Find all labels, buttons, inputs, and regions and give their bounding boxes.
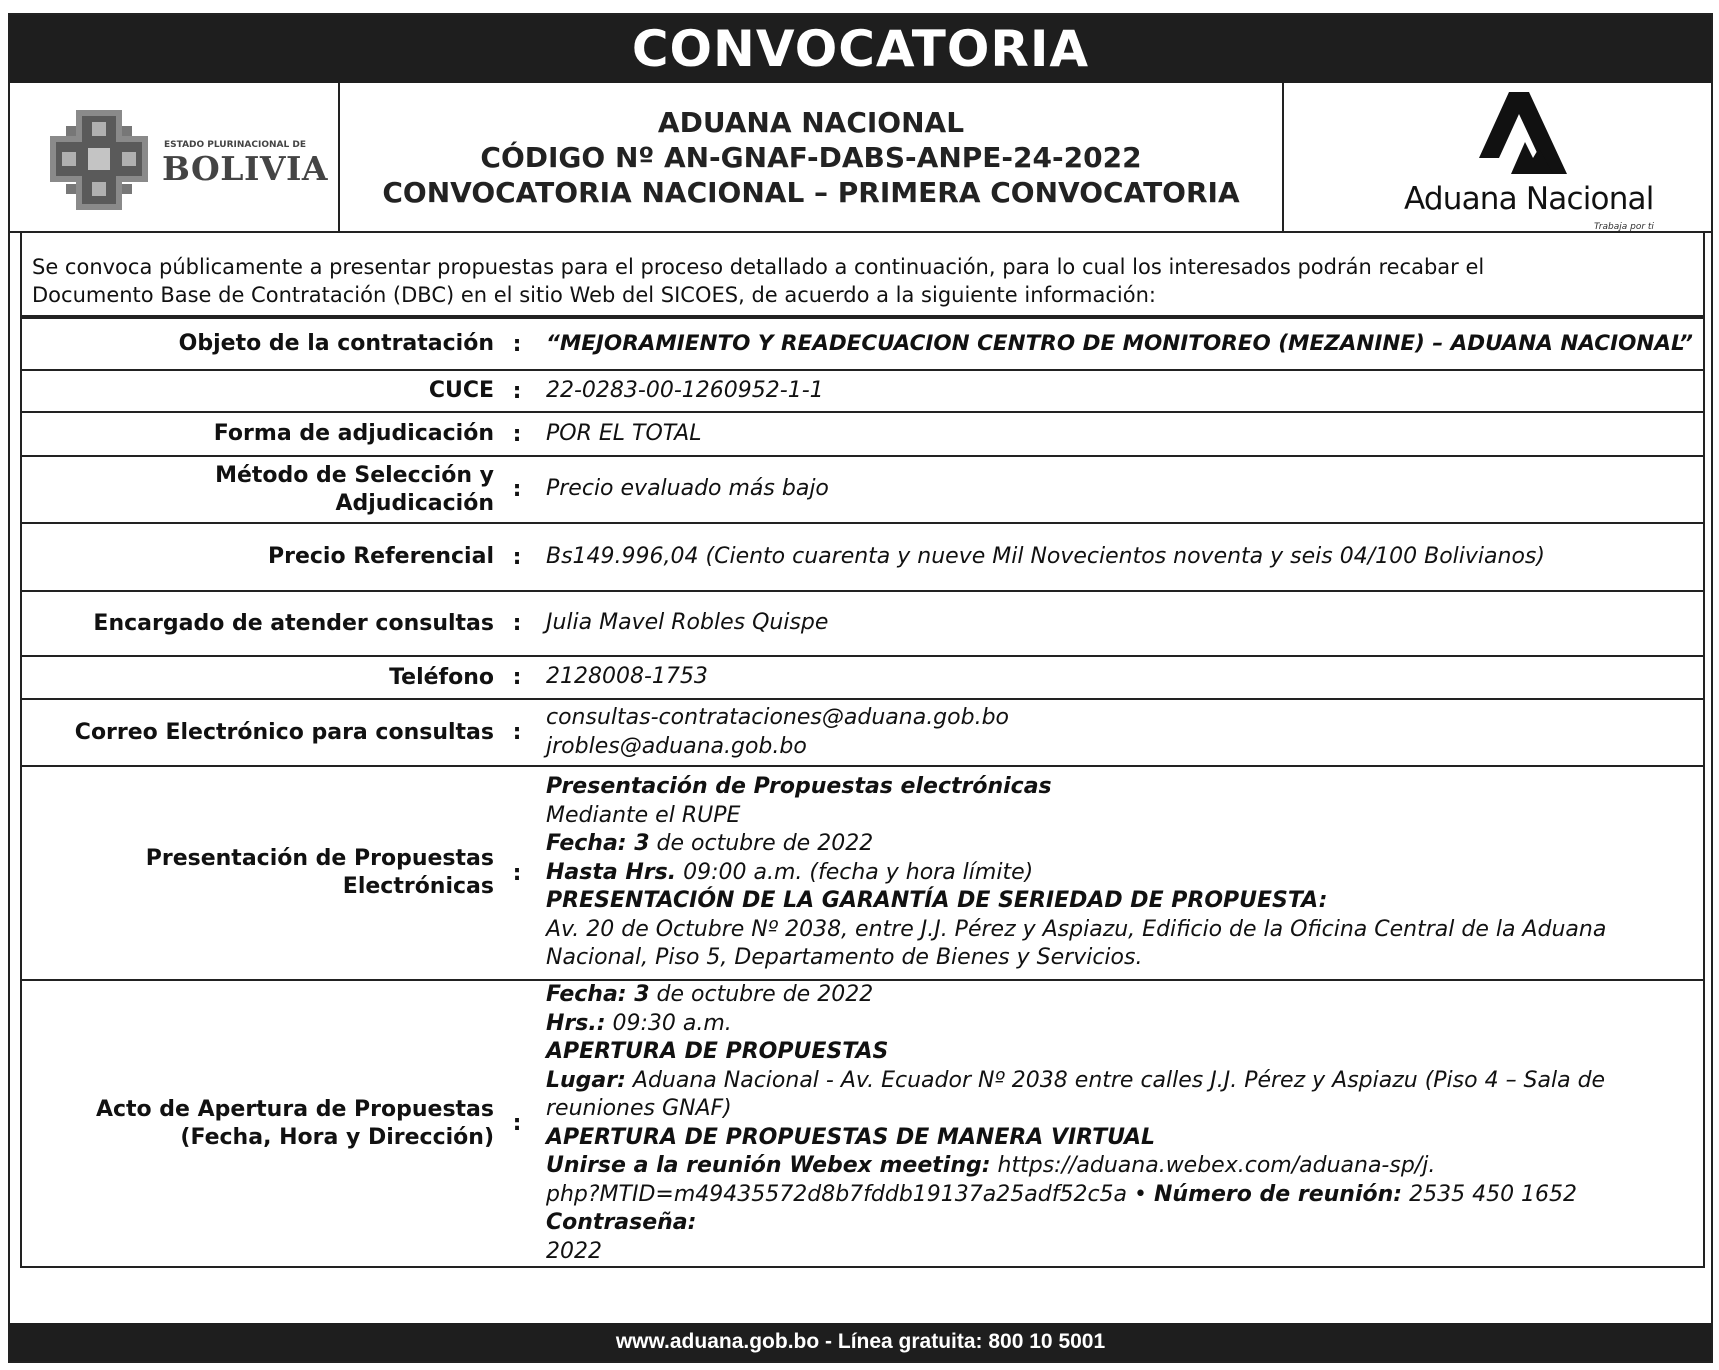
- table-row-telefono: [21, 656, 1704, 699]
- row-value-correo: [532, 699, 1704, 766]
- hasta-value: 09:00 a.m. (fecha y hora límite): [676, 859, 1034, 885]
- footer-text: www.aduana.gob.bo - Línea gratuita: 800 10 5001: [615, 1330, 1106, 1353]
- table-row-encargado: [21, 591, 1704, 656]
- row-value-encargado: Julia Mavel Robles Quispe: [532, 591, 1704, 656]
- intro-line: Documento Base de Contratación (DBC) en el sitio Web del SICOES, de acuerdo a la siguiente información:: [32, 283, 1156, 307]
- bolivia-logo-wordmark: BOLIVIA: [162, 149, 329, 188]
- aduana-logo: [1284, 83, 1711, 231]
- hora-label: Hrs.:: [546, 1010, 606, 1036]
- webex-line: [546, 1152, 1703, 1181]
- row-label: CUCE: [21, 370, 502, 412]
- row-colon: :: [502, 591, 532, 656]
- row-colon: :: [502, 766, 532, 980]
- row-label: [21, 766, 502, 980]
- row-value-presentacion: [532, 766, 1704, 980]
- header-center: [340, 83, 1284, 231]
- table-row-precio: [21, 523, 1704, 591]
- row-value-telefono: 2128008-1753: [532, 656, 1704, 699]
- bolivia-logo: [10, 83, 340, 231]
- header: [10, 83, 1711, 233]
- footer: [10, 1323, 1711, 1361]
- apertura-virtual-heading: APERTURA DE PROPUESTAS DE MANERA VIRTUAL: [546, 1124, 1156, 1150]
- row-label: Encargado de atender consultas: [21, 591, 502, 656]
- row-label: Forma de adjudicación: [21, 412, 502, 456]
- row-value-metodo: Precio evaluado más bajo: [532, 456, 1704, 523]
- aduana-mountain-icon: [1467, 92, 1567, 182]
- page-title: CONVOCATORIA: [631, 20, 1090, 78]
- garantia-address-line: Av. 20 de Octubre Nº 2038, entre J.J. Pérez y Aspiazu, Edificio de la Oficina Central de la Aduana: [546, 916, 1607, 942]
- row-label-line: (Fecha, Hora y Dirección): [180, 1124, 494, 1150]
- numero-value: 2535 450 1652: [1402, 1181, 1578, 1207]
- apertura-lugar-cont: reuniones GNAF): [546, 1096, 732, 1121]
- webex-label: Unirse a la reunión Webex meeting:: [546, 1153, 991, 1178]
- row-colon: :: [502, 412, 532, 456]
- row-label: Objeto de la contratación: [21, 318, 502, 370]
- garantia-address-line: Nacional, Piso 5, Departamento de Bienes y Servicios.: [546, 945, 1143, 971]
- header-line-code: CÓDIGO Nº AN-GNAF-DABS-ANPE-24-2022: [480, 141, 1142, 174]
- row-colon: :: [502, 699, 532, 766]
- hora-value: 09:30 a.m.: [605, 1010, 732, 1036]
- header-line-institution: ADUANA NACIONAL: [657, 106, 965, 139]
- bolivia-logo-subtitle: ESTADO PLURINACIONAL DE: [164, 140, 306, 150]
- row-label: [21, 456, 502, 523]
- row-colon: :: [502, 523, 532, 591]
- webex-link-cont[interactable]: php?MTID=m49435572d8b7fddb19137a25adf52c5a •: [546, 1181, 1154, 1207]
- presentacion-via: Mediante el RUPE: [546, 802, 741, 828]
- presentacion-heading: Presentación de Propuestas electrónicas: [546, 774, 1052, 800]
- row-label: Precio Referencial: [21, 523, 502, 591]
- row-label: [21, 980, 502, 1267]
- row-colon: :: [502, 456, 532, 523]
- row-label-line: Método de Selección y: [215, 462, 494, 488]
- row-label: Correo Electrónico para consultas: [21, 699, 502, 766]
- presentacion-hasta: [546, 859, 1703, 888]
- row-value-precio: Bs149.996,04 (Ciento cuarenta y nueve Mil Novecientos noventa y seis 04/100 Bolivianos): [532, 523, 1704, 591]
- email-link[interactable]: consultas-contrataciones@aduana.gob.bo: [546, 705, 1009, 730]
- contrasena-value: 2022: [546, 1238, 602, 1264]
- numero-label: Número de reunión:: [1154, 1181, 1403, 1207]
- row-label-line: Electrónicas: [342, 874, 494, 899]
- lugar-value: Aduana Nacional - Av. Ecuador Nº 2038 entre calles J.J. Pérez y Aspiazu (Piso 4 – Sala de: [625, 1067, 1606, 1093]
- aduana-logo-tagline: Trabaja por ti: [1594, 222, 1654, 232]
- webex-link[interactable]: https://aduana.webex.com/aduana-sp/j.: [990, 1153, 1436, 1178]
- bolivia-emblem-icon: [46, 108, 152, 212]
- webex-line-cont: [546, 1181, 1703, 1238]
- apertura-hora: [546, 1010, 1703, 1039]
- fecha-value: de octubre de 2022: [649, 982, 874, 1007]
- fecha-label: Fecha: 3: [546, 982, 650, 1007]
- aduana-logo-name: Aduana Nacional: [1404, 181, 1654, 217]
- table-row-apertura: [21, 980, 1704, 1267]
- apertura-fecha: [546, 981, 1703, 1010]
- row-label: Teléfono: [21, 656, 502, 699]
- table-row-forma: [21, 412, 1704, 456]
- row-label-line: Acto de Apertura de Propuestas: [95, 1096, 494, 1122]
- intro-line: Se convoca públicamente a presentar propuestas para el proceso detallado a continuación, para lo cual los interesados podrán recabar el: [32, 255, 1485, 279]
- title-bar: [10, 15, 1711, 83]
- table-row-correo: [21, 699, 1704, 766]
- email-link[interactable]: jrobles@aduana.gob.bo: [546, 733, 807, 759]
- intro-paragraph: [20, 233, 1705, 317]
- fecha-label: Fecha: 3: [546, 831, 650, 857]
- row-label-line: Adjudicación: [335, 490, 494, 516]
- table-row-metodo: [21, 456, 1704, 523]
- row-colon: :: [502, 318, 532, 370]
- row-value-objeto: “MEJORAMIENTO Y READECUACION CENTRO DE MONITOREO (MEZANINE) – ADUANA NACIONAL”: [532, 318, 1704, 370]
- row-label-line: Presentación de Propuestas: [145, 846, 494, 871]
- row-value-cuce: 22-0283-00-1260952-1-1: [532, 370, 1704, 412]
- apertura-lugar: [546, 1067, 1703, 1096]
- lugar-label: Lugar:: [546, 1067, 626, 1093]
- table-row-cuce: [21, 370, 1704, 412]
- garantia-heading: PRESENTACIÓN DE LA GARANTÍA DE SERIEDAD DE PROPUESTA:: [546, 888, 1328, 914]
- presentacion-fecha: [546, 830, 1703, 859]
- table-row-objeto: [21, 318, 1704, 370]
- row-colon: :: [502, 980, 532, 1267]
- convocatoria-sheet: [8, 13, 1713, 1363]
- info-table: [20, 317, 1705, 1268]
- fecha-value: de octubre de 2022: [649, 831, 874, 857]
- table-row-presentacion: [21, 766, 1704, 980]
- apertura-heading: APERTURA DE PROPUESTAS: [546, 1039, 889, 1064]
- hasta-label: Hasta Hrs.: [546, 859, 677, 885]
- row-colon: :: [502, 370, 532, 412]
- header-line-convocatoria: CONVOCATORIA NACIONAL – PRIMERA CONVOCATORIA: [382, 176, 1240, 209]
- row-value-forma: POR EL TOTAL: [532, 412, 1704, 456]
- row-colon: :: [502, 656, 532, 699]
- row-value-apertura: [532, 980, 1704, 1267]
- contrasena-label: Contraseña:: [546, 1210, 697, 1235]
